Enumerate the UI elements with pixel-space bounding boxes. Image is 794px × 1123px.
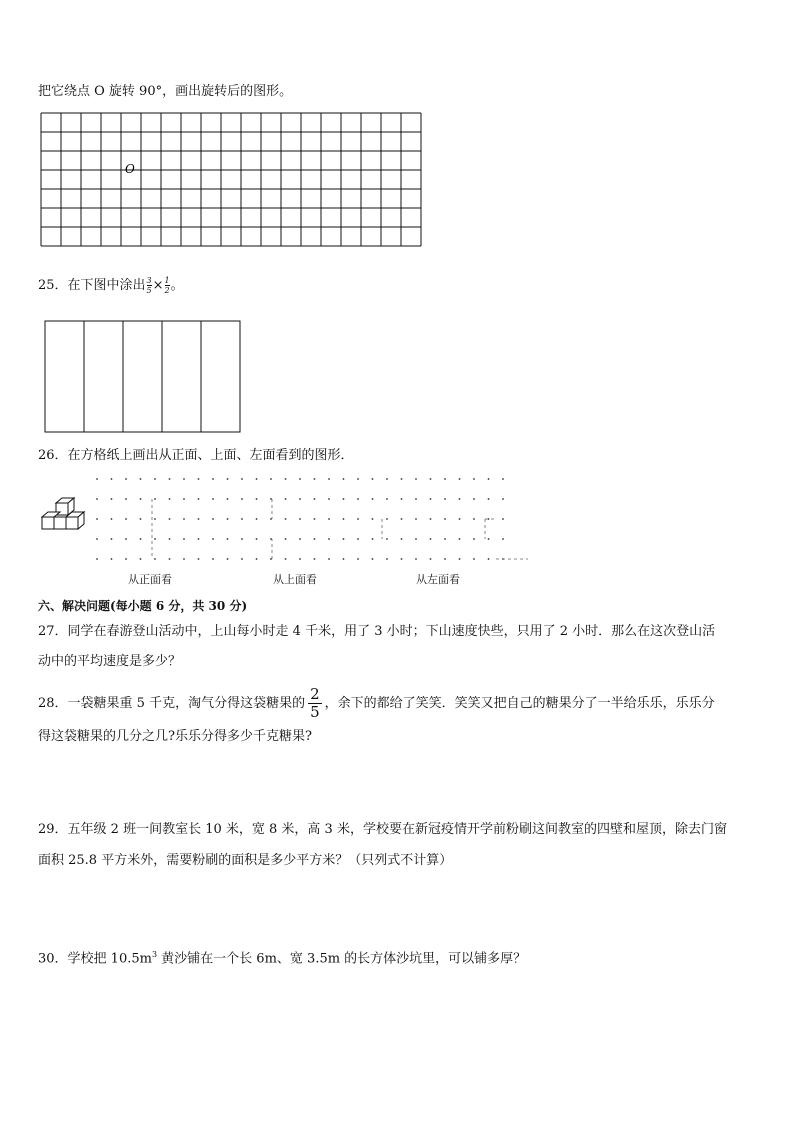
- grid-dot: [96, 538, 98, 540]
- grid-dot: [96, 558, 98, 560]
- grid-dot: [357, 518, 359, 520]
- grid-dot: [343, 498, 345, 500]
- grid-dot: [125, 478, 127, 480]
- q25-fraction-three-fifths: $\frac{3}{5}$: [146, 276, 152, 295]
- grid-dot: [241, 538, 243, 540]
- grid-dot: [328, 538, 330, 540]
- grid-dot: [502, 478, 504, 480]
- grid-dot: [227, 518, 229, 520]
- grid-dot: [357, 478, 359, 480]
- grid-dot: [473, 498, 475, 500]
- grid-dot: [285, 478, 287, 480]
- grid-dot: [372, 478, 374, 480]
- grid-dot: [96, 498, 98, 500]
- grid-dot: [430, 538, 432, 540]
- grid-dot: [372, 538, 374, 540]
- q29-line-2: 面积 25.8 平方米外，需要粉刷的面积是多少平方米？（只列式不计算）: [38, 853, 453, 868]
- q28-line-2: 得这袋糖果的几分之几?乐乐分得多少千克糖果?: [38, 729, 312, 744]
- grid-dot: [299, 518, 301, 520]
- grid-dot: [183, 538, 185, 540]
- grid-dot: [488, 538, 490, 540]
- grid-dot: [227, 478, 229, 480]
- section-6-title: 六、解决问题(每小题 6 分，共 30 分): [38, 599, 248, 613]
- grid-dot: [154, 538, 156, 540]
- grid-dot: [125, 558, 127, 560]
- grid-dot: [154, 478, 156, 480]
- grid-dot: [256, 498, 258, 500]
- grid-dot: [372, 558, 374, 560]
- grid-dot: [169, 498, 171, 500]
- grid-dot: [459, 498, 461, 500]
- grid-dot: [241, 558, 243, 560]
- grid-dot: [459, 518, 461, 520]
- grid-dot: [459, 538, 461, 540]
- grid-dot: [125, 538, 127, 540]
- grid-dot: [357, 538, 359, 540]
- grid-dot: [256, 538, 258, 540]
- grid-dot: [154, 518, 156, 520]
- grid-dot: [198, 558, 200, 560]
- grid-dot: [183, 498, 185, 500]
- grid-dot: [386, 478, 388, 480]
- grid-dot: [212, 518, 214, 520]
- grid-dot: [256, 478, 258, 480]
- grid-dot: [241, 498, 243, 500]
- q27-line-1: 27．同学在春游登山活动中，上山每小时走 4 千米，用了 3 小时；下山速度快些，只用了 2 小时．那么在这次登山活: [38, 624, 716, 639]
- grid-dot: [473, 538, 475, 540]
- grid-dot: [343, 538, 345, 540]
- q24-instruction: 把它绕点 O 旋转 90°，画出旋转后的图形。: [38, 84, 293, 99]
- q30-text-b: 黄沙铺在一个长 6m、宽 3.5m 的长方体沙坑里，可以铺多厚？: [157, 951, 527, 967]
- grid-dot: [299, 558, 301, 560]
- grid-dot: [169, 478, 171, 480]
- grid-dot: [401, 478, 403, 480]
- grid-dot: [415, 498, 417, 500]
- grid-dot: [473, 558, 475, 560]
- grid-dot: [212, 558, 214, 560]
- grid-dot: [154, 558, 156, 560]
- grid-dot: [372, 498, 374, 500]
- rectangle-outline: [45, 321, 240, 432]
- grid-dot: [488, 478, 490, 480]
- grid-dot: [154, 498, 156, 500]
- q28-line-1: [38, 686, 715, 721]
- grid-dot: [183, 478, 185, 480]
- grid-dot: [227, 538, 229, 540]
- grid-dot: [444, 498, 446, 500]
- grid-dot: [415, 538, 417, 540]
- grid-dot: [241, 478, 243, 480]
- q26-text: 26．在方格纸上画出从正面、上面、左面看到的图形．: [38, 448, 354, 463]
- q27-line-2: 动中的平均速度是多少？: [38, 654, 182, 669]
- grid-dot: [401, 558, 403, 560]
- q29-line-1: 29．五年级 2 班一间教室长 10 米，宽 8 米，高 3 米，学校要在新冠疫情开学前粉刷这间教室的四壁和屋顶，除去门窗: [38, 822, 727, 837]
- grid-dot: [299, 538, 301, 540]
- grid-dot: [270, 478, 272, 480]
- grid-dot: [299, 498, 301, 500]
- view-label-front: 从正面看: [128, 573, 172, 586]
- grid-dot: [212, 478, 214, 480]
- grid-dot: [314, 498, 316, 500]
- grid-dot: [430, 518, 432, 520]
- grid-dot: [111, 478, 113, 480]
- q25-times: ×: [152, 278, 164, 293]
- grid-dot: [343, 478, 345, 480]
- grid-dot: [111, 498, 113, 500]
- grid-dot: [314, 478, 316, 480]
- grid-dot: [125, 498, 127, 500]
- grid-dot: [415, 558, 417, 560]
- grid-dot: [285, 518, 287, 520]
- grid-dot: [415, 478, 417, 480]
- grid-dot: [459, 478, 461, 480]
- grid-dot: [140, 538, 142, 540]
- grid-dot: [140, 518, 142, 520]
- grid-dot: [198, 518, 200, 520]
- grid-dot: [444, 538, 446, 540]
- q25-prompt: [38, 276, 184, 296]
- grid-dot: [386, 518, 388, 520]
- view-label-left: 从左面看: [416, 573, 460, 586]
- grid-dot: [328, 498, 330, 500]
- grid-dot: [430, 478, 432, 480]
- grid-dot: [96, 518, 98, 520]
- grid-dot: [256, 518, 258, 520]
- grid-dot: [401, 538, 403, 540]
- grid-dot: [314, 518, 316, 520]
- grid-dot: [357, 498, 359, 500]
- q28-fraction-two-fifths: $\frac{2}{5}$: [310, 685, 320, 721]
- grid-dot: [169, 538, 171, 540]
- q30-text-a: 30．学校把 10.5m: [38, 951, 152, 967]
- grid-dot: [488, 498, 490, 500]
- grid-dot: [343, 558, 345, 560]
- grid-dot: [502, 498, 504, 500]
- grid-dot: [502, 538, 504, 540]
- grid-dot: [96, 478, 98, 480]
- grid-dot: [125, 518, 127, 520]
- grid-dot: [430, 498, 432, 500]
- grid-dot: [140, 558, 142, 560]
- grid-dot: [415, 518, 417, 520]
- grid-dot: [372, 518, 374, 520]
- grid-dot: [285, 498, 287, 500]
- q28-text-a: 28．一袋糖果重 5 千克，淘气分得这袋糖果的: [38, 696, 306, 711]
- q25-suffix: 。: [170, 278, 184, 293]
- grid-dot: [401, 518, 403, 520]
- grid-dot: [328, 558, 330, 560]
- grid-dot: [299, 478, 301, 480]
- grid-dot: [183, 518, 185, 520]
- q25-divided-rectangle: [44, 320, 242, 434]
- q25-prefix: 25．在下图中涂出: [38, 278, 146, 293]
- grid-dot: [111, 518, 113, 520]
- q26-cube-stack-figure: [38, 497, 92, 539]
- grid-dot: [430, 558, 432, 560]
- q30-text: [38, 945, 526, 969]
- grid-dot: [444, 518, 446, 520]
- grid-dot: [386, 538, 388, 540]
- grid-dot: [386, 558, 388, 560]
- grid-dot: [343, 518, 345, 520]
- grid-dot: [198, 478, 200, 480]
- grid-dot: [256, 558, 258, 560]
- grid-dot: [459, 558, 461, 560]
- grid-dot: [169, 558, 171, 560]
- grid-dot: [328, 518, 330, 520]
- grid-dot: [488, 558, 490, 560]
- grid-dot: [357, 558, 359, 560]
- grid-dot: [314, 538, 316, 540]
- grid-dot: [169, 518, 171, 520]
- grid-dot: [212, 538, 214, 540]
- grid-dot: [140, 498, 142, 500]
- grid-dot: [473, 478, 475, 480]
- grid-dot: [212, 498, 214, 500]
- grid-dot: [473, 518, 475, 520]
- grid-dot: [140, 478, 142, 480]
- grid-dot: [241, 518, 243, 520]
- grid-dot: [444, 478, 446, 480]
- grid-dot: [444, 558, 446, 560]
- grid-dot: [111, 558, 113, 560]
- q25-fraction-one-half: $\frac{1}{2}$: [164, 276, 170, 295]
- grid-dot: [285, 538, 287, 540]
- grid-dot: [401, 498, 403, 500]
- point-o-label: O: [125, 162, 135, 176]
- grid-dot: [285, 558, 287, 560]
- grid-dot: [227, 498, 229, 500]
- grid-dot: [502, 518, 504, 520]
- grid-dot: [227, 558, 229, 560]
- view-label-top: 从上面看: [273, 573, 317, 586]
- q30-cubic-superscript: 3: [151, 950, 158, 959]
- grid-dot: [328, 478, 330, 480]
- grid-dot: [386, 498, 388, 500]
- grid-dot: [198, 538, 200, 540]
- q24-square-grid: [40, 112, 422, 248]
- grid-dot: [111, 538, 113, 540]
- q26-dotted-grid-paper: [92, 476, 528, 562]
- grid-dot: [183, 558, 185, 560]
- q28-text-b: ，余下的都给了笑笑．笑笑又把自己的糖果分了一半给乐乐，乐乐分: [324, 696, 715, 711]
- grid-dot: [198, 498, 200, 500]
- grid-dot: [314, 558, 316, 560]
